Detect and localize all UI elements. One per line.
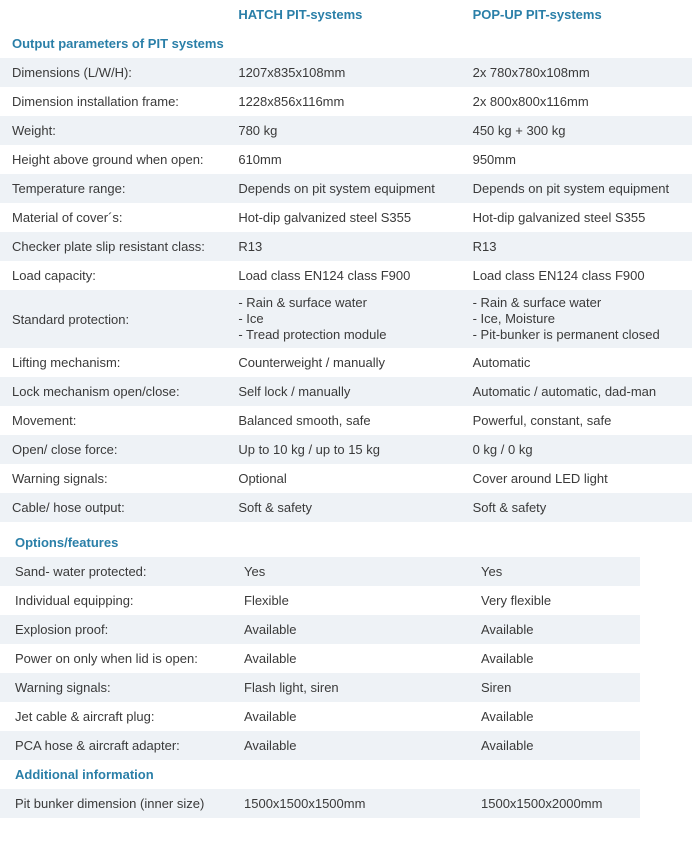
row-value-hatch: Hot-dip galvanized steel S355	[238, 210, 412, 225]
row-value-popup: Available	[481, 709, 534, 724]
row-value-popup: Available	[481, 651, 534, 666]
row-value-popup: Powerful, constant, safe	[472, 413, 612, 428]
table-row-standard-protection	[0, 290, 692, 348]
row-value-popup: Hot-dip galvanized steel S355	[472, 210, 646, 225]
table-row	[0, 348, 692, 377]
row-label: Warning signals:	[15, 680, 111, 695]
section-title-options: Options/features	[15, 535, 119, 550]
table-row	[0, 464, 692, 493]
protection-item: - Pit-bunker is permanent closed	[472, 327, 660, 342]
row-label: Material of cover´s:	[12, 210, 123, 225]
row-label: Dimension installation frame:	[12, 94, 179, 109]
table-row	[0, 557, 640, 586]
row-label: Cable/ hose output:	[12, 500, 125, 515]
row-value-popup: Yes	[481, 564, 503, 579]
row-value-hatch: Flash light, siren	[244, 680, 339, 695]
row-value-hatch: Depends on pit system equipment	[238, 181, 435, 196]
row-value-popup: Very flexible	[481, 593, 552, 608]
row-value-hatch: Available	[244, 709, 297, 724]
section-output-row	[0, 29, 692, 58]
row-value-popup: 450 kg + 300 kg	[472, 123, 566, 138]
row-value-hatch: Yes	[244, 564, 266, 579]
row-value-popup: Available	[481, 738, 534, 753]
row-label: Dimensions (L/W/H):	[12, 65, 132, 80]
row-label: Temperature range:	[12, 181, 126, 196]
row-label: Open/ close force:	[12, 442, 118, 457]
row-label: Checker plate slip resistant class:	[12, 239, 205, 254]
table-row	[0, 406, 692, 435]
row-value-popup: 2x 800x800x116mm	[472, 94, 589, 109]
row-label: Standard protection:	[12, 311, 130, 327]
table-row	[0, 174, 692, 203]
row-value-hatch: 1228x856x116mm	[238, 94, 345, 109]
row-label: Explosion proof:	[15, 622, 109, 637]
row-value-popup: Automatic / automatic, dad-man	[472, 384, 657, 399]
row-label: Power on only when lid is open:	[15, 651, 198, 666]
table-row	[0, 87, 692, 116]
row-value-hatch: Available	[244, 622, 297, 637]
row-value-hatch: Up to 10 kg / up to 15 kg	[238, 442, 380, 457]
row-value-hatch: Available	[244, 651, 297, 666]
column-header-popup: POP-UP PIT-systems	[472, 7, 602, 22]
row-label: Warning signals:	[12, 471, 108, 486]
row-value-hatch: 780 kg	[238, 123, 278, 138]
row-label: Sand- water protected:	[15, 564, 147, 579]
row-value-hatch: 610mm	[238, 152, 282, 167]
row-value-popup: Depends on pit system equipment	[472, 181, 670, 196]
row-label: Pit bunker dimension (inner size)	[15, 796, 205, 811]
row-value-popup: R13	[472, 239, 497, 254]
table-row	[0, 261, 692, 290]
row-value-hatch: R13	[238, 239, 263, 254]
row-value-hatch: Self lock / manually	[238, 384, 351, 399]
row-label: Jet cable & aircraft plug:	[15, 709, 155, 724]
row-value-popup: 2x 780x780x108mm	[472, 65, 590, 80]
table-row	[0, 673, 640, 702]
section-title-additional: Additional information	[15, 767, 154, 782]
table-row	[0, 435, 692, 464]
row-label: Individual equipping:	[15, 593, 134, 608]
protection-item: - Tread protection module	[238, 327, 387, 342]
row-value-popup: 0 kg / 0 kg	[472, 442, 533, 457]
row-value-hatch	[238, 295, 472, 343]
table-row	[0, 731, 640, 760]
row-value-hatch: Optional	[238, 471, 287, 486]
row-label: Movement:	[12, 413, 77, 428]
row-value-popup	[473, 295, 692, 343]
row-value-popup: Soft & safety	[472, 500, 547, 515]
table-row	[0, 232, 692, 261]
row-value-hatch: Available	[244, 738, 297, 753]
protection-item: - Rain & surface water	[238, 295, 367, 310]
table-row	[0, 203, 692, 232]
row-value-popup: 950mm	[472, 152, 516, 167]
row-value-hatch: Load class EN124 class F900	[238, 268, 411, 283]
row-value-hatch: Flexible	[244, 593, 289, 608]
table-row	[0, 493, 692, 522]
table-row	[0, 702, 640, 731]
protection-item: - Rain & surface water	[472, 295, 602, 310]
row-value-popup: Available	[481, 622, 534, 637]
table-row	[0, 377, 692, 406]
row-label: Weight:	[12, 123, 56, 138]
table-row	[0, 586, 640, 615]
table-row	[0, 615, 640, 644]
row-value-hatch: 1207x835x108mm	[238, 65, 346, 80]
row-label: Lifting mechanism:	[12, 355, 121, 370]
row-value-hatch: Soft & safety	[238, 500, 313, 515]
row-value-popup: Load class EN124 class F900	[472, 268, 645, 283]
row-value-hatch: Counterweight / manually	[238, 355, 386, 370]
protection-item: - Ice	[238, 311, 264, 326]
row-label: PCA hose & aircraft adapter:	[15, 738, 180, 753]
row-value-hatch: Balanced smooth, safe	[238, 413, 371, 428]
table-row	[0, 644, 640, 673]
section-title-output: Output parameters of PIT systems	[12, 36, 224, 51]
table-row	[0, 116, 692, 145]
table-row	[0, 58, 692, 87]
column-header-row	[0, 0, 692, 29]
row-value-popup: Siren	[481, 680, 512, 695]
table-row	[0, 789, 640, 818]
options-table	[0, 528, 700, 818]
row-label: Lock mechanism open/close:	[12, 384, 180, 399]
column-header-hatch: HATCH PIT-systems	[238, 7, 363, 22]
row-value-popup: 1500x1500x2000mm	[481, 796, 603, 811]
row-value-hatch: 1500x1500x1500mm	[244, 796, 366, 811]
table-row	[0, 145, 692, 174]
row-label: Height above ground when open:	[12, 152, 204, 167]
row-value-popup: Automatic	[472, 355, 531, 370]
row-value-popup: Cover around LED light	[472, 471, 608, 486]
protection-item: - Ice, Moisture	[472, 311, 555, 326]
row-label: Load capacity:	[12, 268, 96, 283]
